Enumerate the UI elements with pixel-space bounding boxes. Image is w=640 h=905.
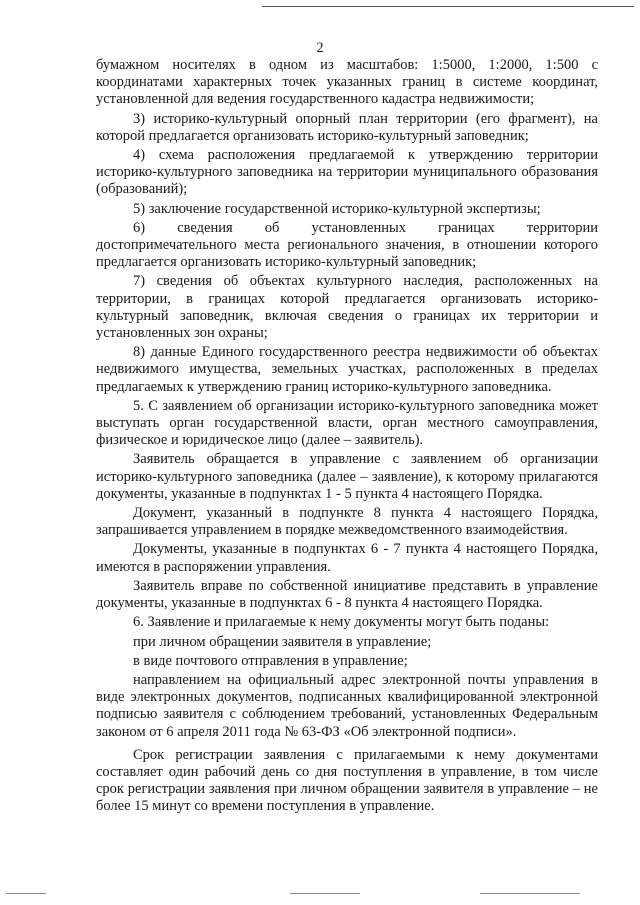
paragraph-electronic: направлением на официальный адрес электронной почты управления в виде электронных документов, подписанных квалифицированной электронной подписью заявителя с соблюдением требований, установленных Федеральным законом от 6 апреля 2011 года № 63-ФЗ «Об электронной подписи». <box>96 671 598 740</box>
paragraph-continuation: бумажном носителях в одном из масштабов: 1:5000, 1:2000, 1:500 с координатами характерных точек указанных границ в системе координат, установленной для ведения государственного кадастра недвижимости; <box>96 57 598 108</box>
scan-artifact-line <box>290 893 360 894</box>
paragraph-registration-term: Срок регистрации заявления с прилагаемыми к нему документами составляет один рабочий день со дня поступления в управление, в том числе срок регистрации заявления при личном обращении заявителя в управление – не более 15 минут со времени поступления в управление. <box>96 746 598 815</box>
paragraph-document-8: Документ, указанный в подпункте 8 пункта 4 настоящего Порядка, запрашивается управлением в порядке межведомственного взаимодействия. <box>96 505 598 539</box>
paragraph-applicant: Заявитель обращается в управление с заявлением об организации историко-культурного заповедника (далее – заявление), к которому прилагаются документы, указанные в подпунктах 1 - 5 пункта 4 настоящего Порядка. <box>96 451 598 502</box>
paragraph-section-6: 6. Заявление и прилагаемые к нему документы могут быть поданы: <box>133 614 550 631</box>
paragraph-item-7: 7) сведения об объектах культурного наследия, расположенных на территории, в границах которой предлагается организовать историко-культурный заповедник, включая сведения о границах их территории и установленных зон охраны; <box>96 273 598 342</box>
paragraph-personal: при личном обращении заявителя в управление; <box>133 633 432 650</box>
paragraph-item-8: 8) данные Единого государственного реестра недвижимости об объектах недвижимого имущества, земельных участках, расположенных в пределах предлагаемых к утверждению границ историко-культурного заповедника. <box>96 344 598 395</box>
paragraph-documents-6-7: Документы, указанные в подпунктах 6 - 7 пункта 4 настоящего Порядка, имеются в распоряжении управления. <box>96 541 598 575</box>
paragraph-own-initiative: Заявитель вправе по собственной инициативе представить в управление документы, указанные в подпунктах 6 - 8 пункта 4 настоящего Порядка. <box>96 577 598 612</box>
paragraph-item-6: 6) сведения об установленных границах территории достопримечательного места регионального значения, в отношении которого предлагается организовать историко-культурный заповедник; <box>96 219 598 271</box>
paragraph-item-3: 3) историко-культурный опорный план территории (его фрагмент), на которой предлагается организовать историко-культурный заповедник; <box>96 110 598 144</box>
scan-artifact-line <box>480 893 580 894</box>
page-number: 2 <box>316 40 324 56</box>
scan-artifact-line <box>6 893 46 894</box>
paragraph-section-5: 5. С заявлением об организации историко-культурного заповедника может выступать орган государственной власти, орган местного самоуправления, физическое и юридическое лицо (далее – заявитель). <box>96 397 598 449</box>
top-edge-line <box>262 6 634 7</box>
paragraph-postal: в виде почтового отправления в управление; <box>133 652 408 669</box>
paragraph-item-4: 4) схема расположения предлагаемой к утверждению территории историко-культурного заповедника на территории муниципального образования (образований); <box>96 147 598 198</box>
document-body <box>96 57 598 818</box>
paragraph-item-5: 5) заключение государственной историко-культурной экспертизы; <box>133 200 541 217</box>
